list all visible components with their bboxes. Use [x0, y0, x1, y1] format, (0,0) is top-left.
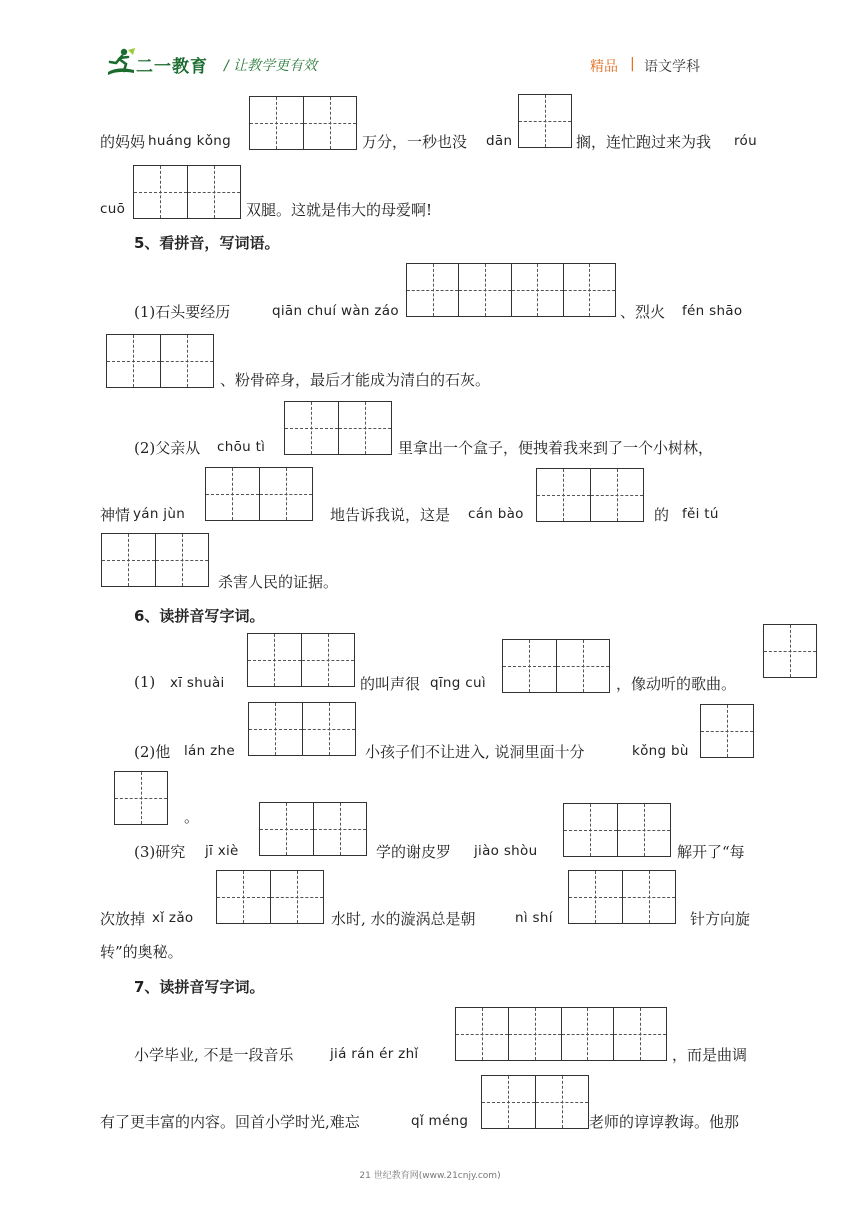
q5-s1-text-c: 、粉骨碎身，最后才能成为清白的石灰。 — [220, 371, 491, 389]
answer-box-qingcui[interactable] — [502, 639, 610, 693]
pinyin-qianchuiwanzao: qiān chuí wàn záo — [272, 303, 399, 319]
q5-s2-text-d: 地告诉我说，这是 — [330, 506, 451, 524]
q7-s1-text-a: 小学毕业, 不是一段音乐 — [134, 1046, 294, 1064]
q5-heading: 5、看拼音，写词语。 — [134, 234, 280, 252]
q6-s2-text-b: 小孩子们不让进入, 说洞里面十分 — [365, 743, 585, 761]
pinyin-cuo: cuō — [100, 201, 126, 217]
intro-text-2: 万分，一秒也没 — [362, 133, 468, 151]
pinyin-huangkong: huáng kǒng — [148, 133, 232, 149]
q6-s3-text-f: 针方向旋 — [690, 910, 751, 928]
answer-box-kongbu-2[interactable] — [114, 771, 168, 825]
slogan: / 让教学更有效 — [224, 58, 318, 74]
answer-box-nishi[interactable] — [568, 870, 676, 924]
pinyin-jiaranerzhi: jiá rán ér zhǐ — [330, 1046, 419, 1062]
pinyin-canbao: cán bào — [468, 506, 524, 522]
q6-s1-text-b: 的叫声很 — [360, 675, 421, 693]
intro-text-4: 双腿。这就是伟大的母爱啊! — [246, 201, 433, 219]
q6-s3-text-d: 次放掉 — [100, 910, 146, 928]
answer-box-feitu[interactable] — [101, 533, 209, 587]
q6-heading: 6、读拼音写字词。 — [134, 607, 265, 625]
q6-s3-text-g: 转”的奥秘。 — [100, 943, 183, 961]
footer-text: 21 世纪教育网(www.21cnjy.com) — [359, 1171, 501, 1181]
q6-s3-text-e: 水时, 水的漩涡总是朝 — [331, 910, 476, 928]
subject-label: 语文学科 — [644, 59, 700, 75]
pinyin-feitu: fěi tú — [682, 506, 719, 522]
q5-s2-text-c: 神情 — [100, 506, 131, 524]
answer-box-lanzhe[interactable] — [248, 702, 356, 756]
intro-text-1: 的妈妈 — [100, 133, 146, 151]
pinyin-kongbu: kǒng bù — [632, 743, 689, 759]
answer-box-qianchuiwanzao[interactable] — [406, 263, 616, 317]
q7-s1-text-d: 老师的谆谆教诲。他那 — [589, 1113, 740, 1131]
q6-s3-text-a: (3)研究 — [134, 843, 186, 861]
pinyin-yanjun: yán jùn — [133, 506, 186, 522]
answer-box-jixie[interactable] — [259, 802, 367, 856]
pinyin-jiaoshou: jiào shòu — [474, 843, 538, 859]
answer-box-extra[interactable] — [763, 624, 817, 678]
pinyin-xishuai: xī shuài — [170, 675, 225, 691]
q5-s1-text-a: (1)石头要经历 — [134, 303, 231, 321]
answer-box-chouti[interactable] — [284, 401, 392, 455]
pinyin-qingcui: qīng cuì — [430, 675, 486, 691]
q7-s1-text-b: ，而是曲调 — [672, 1046, 748, 1064]
answer-box-huangkong[interactable] — [249, 96, 357, 150]
q5-s2-text-a: (2)父亲从 — [134, 439, 201, 457]
brand-name: 二一教育 — [136, 57, 208, 77]
pinyin-dan: dān — [486, 133, 513, 149]
pinyin-lanzhe: lán zhe — [184, 743, 235, 759]
q5-s2-text-f: 杀害人民的证据。 — [218, 573, 339, 591]
answer-box-yanjun[interactable] — [205, 467, 313, 521]
pinyin-chouti: chōu tì — [217, 439, 266, 455]
q7-heading: 7、读拼音写字词。 — [134, 978, 265, 996]
premium-label: 精品 — [590, 59, 618, 75]
answer-box-qimeng[interactable] — [481, 1075, 589, 1129]
q6-s1-text-c: ，像动听的歌曲。 — [616, 675, 737, 693]
header-separator: | — [630, 56, 635, 72]
answer-box-jiaoshou[interactable] — [563, 803, 671, 857]
pinyin-fenshao: fén shāo — [682, 303, 743, 319]
q6-s1-text-a: (1) — [134, 673, 156, 691]
answer-box-fenshao[interactable] — [106, 334, 214, 388]
answer-box-dan[interactable] — [518, 94, 572, 148]
pinyin-qimeng: qǐ méng — [411, 1113, 469, 1129]
pinyin-xizao: xǐ zǎo — [152, 910, 194, 926]
runner-logo-icon — [104, 46, 138, 78]
pinyin-rou: róu — [734, 133, 757, 149]
answer-box-jiaranerzhi[interactable] — [455, 1007, 667, 1061]
answer-box-roucuo[interactable] — [133, 165, 241, 219]
q5-s1-text-b: 、烈火 — [620, 303, 666, 321]
q6-s3-text-b: 学的谢皮罗 — [376, 843, 452, 861]
q6-s2-text-c: 。 — [184, 808, 200, 826]
q5-s2-text-b: 里拿出一个盒子，便拽着我来到了一个小树林， — [398, 439, 714, 457]
answer-box-canbao[interactable] — [536, 468, 644, 522]
intro-text-3: 搁，连忙跑过来为我 — [576, 133, 712, 151]
q7-s1-text-c: 有了更丰富的内容。回首小学时光,难忘 — [100, 1113, 360, 1131]
answer-box-xishuai[interactable] — [247, 633, 355, 687]
answer-box-xizao[interactable] — [216, 870, 324, 924]
pinyin-jixie: jī xiè — [205, 843, 239, 859]
q5-s2-text-e: 的 — [654, 506, 670, 524]
q6-s2-text-a: (2)他 — [134, 743, 171, 761]
pinyin-nishi: nì shí — [515, 910, 553, 926]
answer-box-kongbu-1[interactable] — [700, 704, 754, 758]
q6-s3-text-c: 解开了“每 — [677, 843, 745, 861]
